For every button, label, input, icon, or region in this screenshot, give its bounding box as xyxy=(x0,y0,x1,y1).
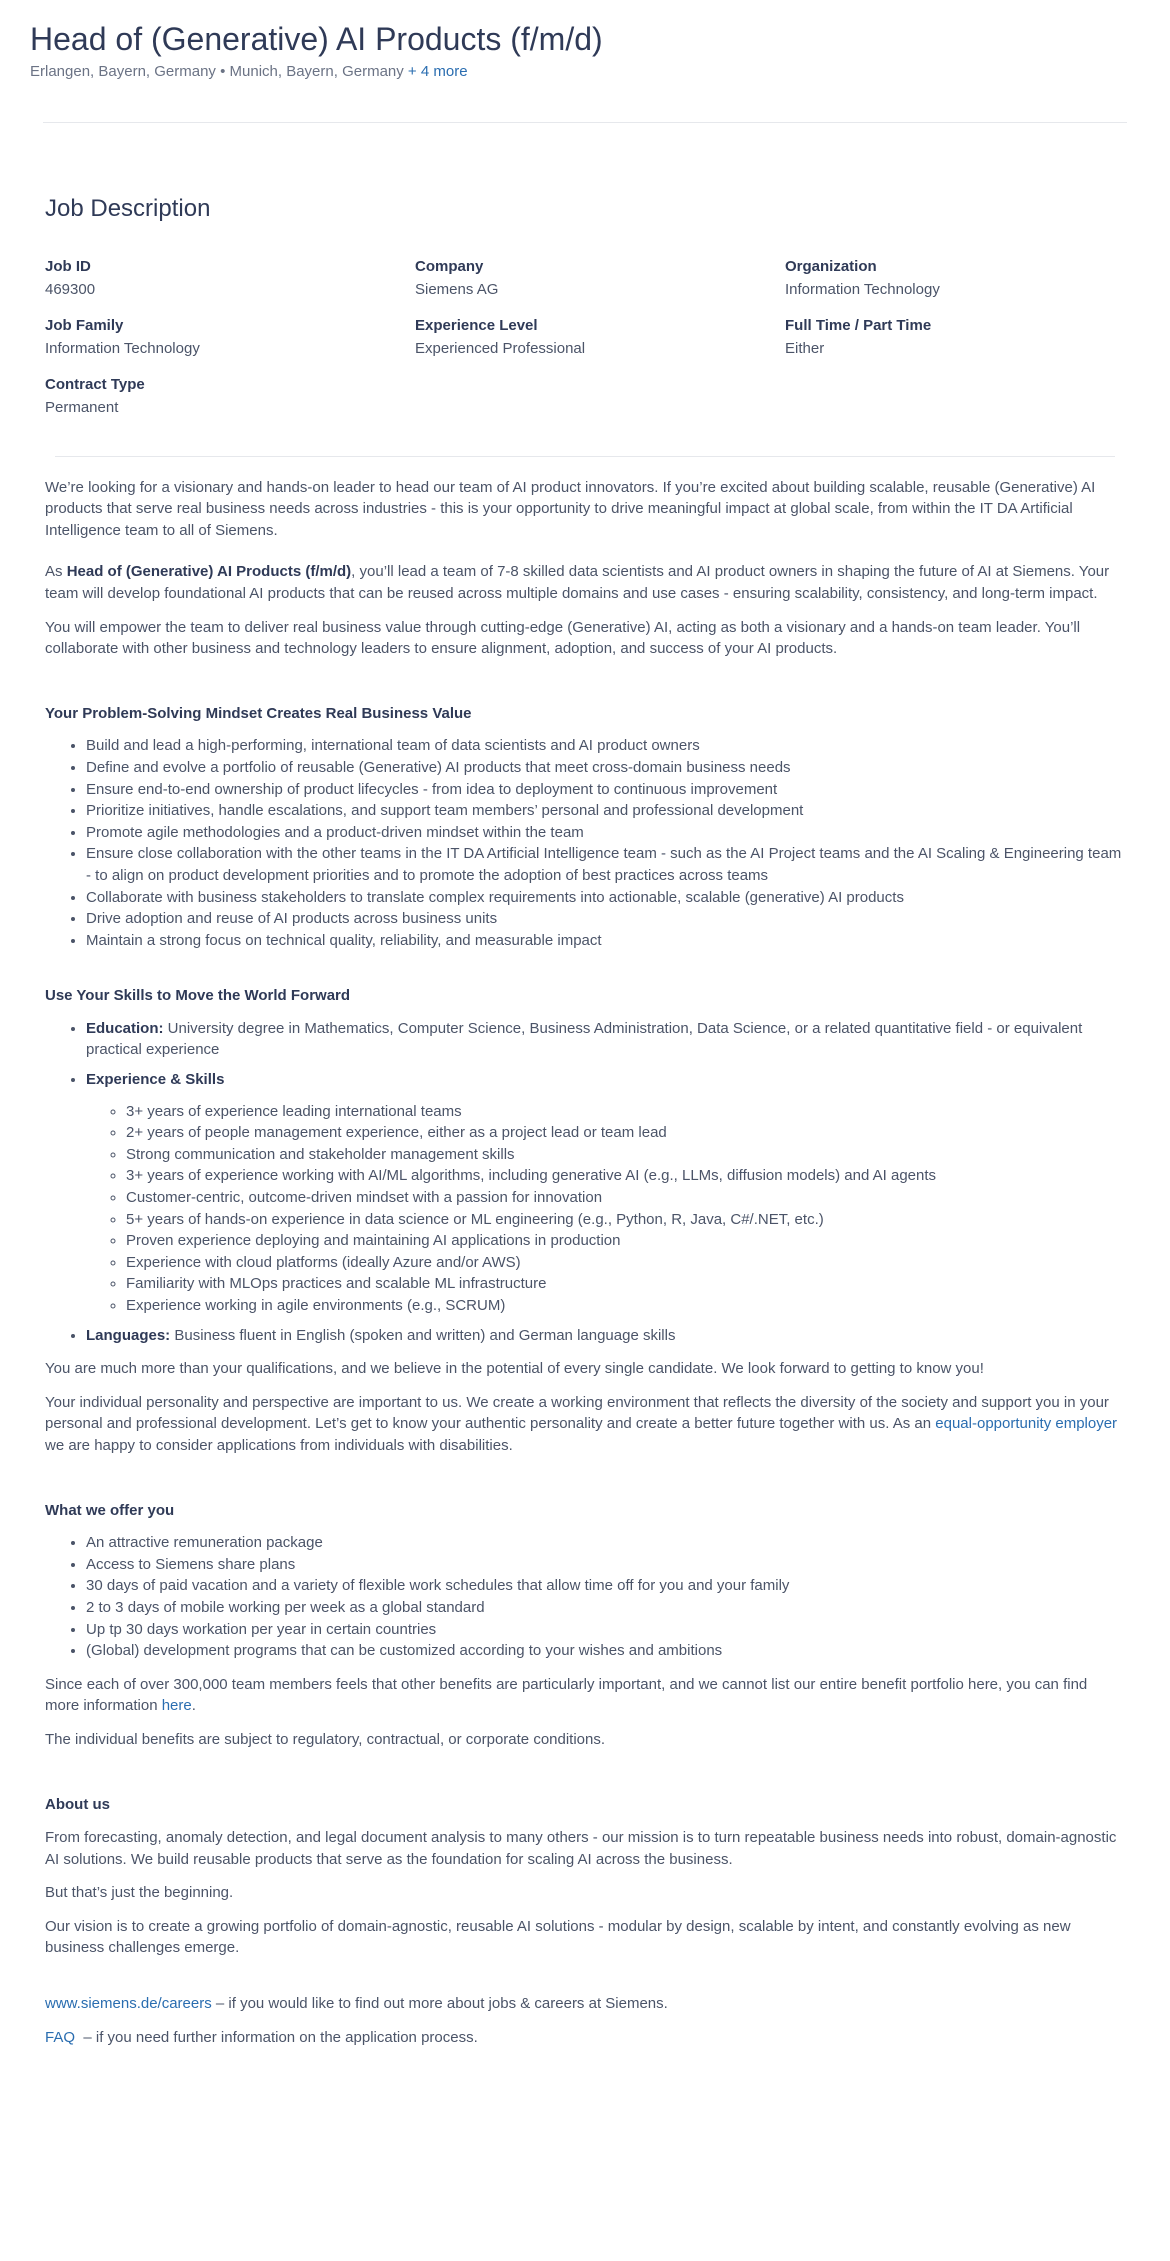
locations-text: Erlangen, Bayern, Germany • Munich, Bayern, Germany xyxy=(30,63,404,80)
meta-label: Contract Type xyxy=(45,375,145,393)
intro-paragraph: We’re looking for a visionary and hands-on leader to head our team of AI product innovators. If you’re excited about building scalable, reusable (Generative) AI products that serve real business needs across industries - this is your opportunity to drive meaningful impact at global scale, from within the IT DA Artificial Intelligence team to all of Siemens. xyxy=(45,478,1096,539)
empower-paragraph: You will empower the team to deliver real business value through cutting-edge (Generative) AI, acting as both a visionary and a hands-on team leader. You’ll collaborate with other business and technology leaders to ensure alignment, adoption, and success of your AI products. xyxy=(45,618,1081,658)
header-divider xyxy=(43,122,1127,123)
meta-contract-type xyxy=(45,374,415,420)
list-item: ◦ 3+ years of experience working with AI/ML algorithms, including generative AI (e.g., LLMs, diffusion models) and AI agents xyxy=(126,1165,1125,1187)
list-item: • Ensure end-to-end ownership of product lifecycles - from idea to deployment to continuous improvement xyxy=(86,779,1125,801)
meta-label: Experience Level xyxy=(415,316,538,334)
meta-value: Either xyxy=(785,339,825,357)
list-item: • Prioritize initiatives, handle escalations, and support team members’ personal and professional development xyxy=(86,800,1125,822)
role-paragraph xyxy=(45,561,1125,604)
list-item: ◦ Customer-centric, outcome-driven mindset with a passion for innovation xyxy=(126,1187,1125,1209)
qualifications-paragraph: You are much more than your qualifications, and we believe in the potential of every single candidate. We look forward to getting to know you! xyxy=(45,1360,984,1378)
description-divider xyxy=(55,456,1115,457)
meta-job-id xyxy=(45,256,415,302)
list-item: • Up tp 30 days workation per year in certain countries xyxy=(86,1619,1125,1641)
list-item: • 2 to 3 days of mobile working per week as a global standard xyxy=(86,1597,1125,1619)
benefits-here-link[interactable]: here xyxy=(161,1697,192,1715)
list-item: ◦ Proven experience deploying and maintaining AI applications in production xyxy=(126,1230,1125,1252)
experience-item xyxy=(86,1069,1125,1317)
list-item: ◦ 5+ years of hands-on experience in data science or ML engineering (e.g., Python, R, Java, C#/.NET, etc.) xyxy=(126,1209,1125,1231)
about-heading: About us xyxy=(45,1795,110,1813)
job-body xyxy=(0,477,1170,2049)
list-item: • Access to Siemens share plans xyxy=(86,1554,1125,1576)
faq-line xyxy=(45,2027,1125,2049)
list-item: • Define and evolve a portfolio of reusable (Generative) AI products that meet cross-domain business needs xyxy=(86,757,1125,779)
experience-sublist xyxy=(86,1101,1125,1317)
meta-value: Siemens AG xyxy=(415,280,499,298)
offer-list xyxy=(45,1532,1125,1662)
meta-value: Experienced Professional xyxy=(415,339,586,357)
list-item: ◦ Experience with cloud platforms (ideally Azure and/or AWS) xyxy=(126,1252,1125,1274)
languages-label: Languages: xyxy=(86,1326,171,1344)
role-text-after: , you’ll lead a team of 7-8 skilled data scientists and AI product owners in shaping the future of AI at Siemens. Your team will develop foundational AI products that can be reused across multiple domains and use cases - ensuring scalability, consistency, and long-term impact. xyxy=(45,563,1110,602)
job-locations xyxy=(30,61,1140,83)
meta-label: Job ID xyxy=(45,257,91,275)
role-title-strong: Head of (Generative) AI Products (f/m/d) xyxy=(66,563,352,581)
meta-experience-level xyxy=(415,315,785,361)
experience-label: Experience & Skills xyxy=(86,1071,225,1089)
careers-text: – if you would like to find out more about jobs & careers at Siemens. xyxy=(211,1995,668,2013)
about-paragraph-3: Our vision is to create a growing portfolio of domain-agnostic, reusable AI solutions - modular by design, scalable by intent, and constantly evolving as new business challenges emerge. xyxy=(45,1917,1071,1957)
equal-opportunity-link[interactable]: equal-opportunity employer xyxy=(935,1415,1118,1433)
education-text: University degree in Mathematics, Computer Science, Business Administration, Data Science, or a related quantitative field - or equivalent practical experience xyxy=(86,1019,1083,1059)
job-description-title: Job Description xyxy=(45,194,211,222)
meta-value: Information Technology xyxy=(45,339,200,357)
meta-organization xyxy=(785,256,1155,302)
role-text-before: As xyxy=(45,563,67,581)
benefits-conditions-paragraph: The individual benefits are subject to regulatory, contractual, or corporate conditions. xyxy=(45,1730,606,1748)
list-item: ◦ 3+ years of experience leading international teams xyxy=(126,1101,1125,1123)
list-item: ◦ Strong communication and stakeholder management skills xyxy=(126,1144,1125,1166)
about-paragraph-1: From forecasting, anomaly detection, and legal document analysis to many others - our mission is to turn repeatable business needs into robust, domain-agnostic AI solutions. We build reusable products that serve as the foundation for scaling AI across the business. xyxy=(45,1829,1117,1868)
meta-label: Full Time / Part Time xyxy=(785,316,932,334)
job-title: Head of (Generative) AI Products (f/m/d) xyxy=(30,21,603,57)
list-item: • Collaborate with business stakeholders to translate complex requirements into actionable, scalable (generative) AI products xyxy=(86,887,1125,909)
meta-value: Information Technology xyxy=(785,280,940,298)
meta-value: 469300 xyxy=(45,280,96,298)
list-item: ◦ Experience working in agile environments (e.g., SCRUM) xyxy=(126,1295,1125,1317)
meta-label: Company xyxy=(415,257,484,275)
education-item xyxy=(86,1018,1125,1061)
list-item: • Ensure close collaboration with the other teams in the IT DA Artificial Intelligence team - such as the AI Project teams and the AI Scaling & Engineering team - to align on product development priorities and to promote the adoption of best practices across teams xyxy=(86,843,1125,886)
about-paragraph-2: But that’s just the beginning. xyxy=(45,1884,234,1902)
benefits-text-after: . xyxy=(191,1697,196,1715)
list-item: • Maintain a strong focus on technical quality, reliability, and measurable impact xyxy=(86,930,1125,952)
offer-heading: What we offer you xyxy=(45,1501,175,1519)
careers-link[interactable]: www.siemens.de/careers xyxy=(45,1995,212,2013)
diversity-paragraph xyxy=(45,1392,1125,1457)
job-content xyxy=(0,193,1170,420)
benefits-text-before: Since each of over 300,000 team members feels that other benefits are particularly important, and we cannot list our entire benefit portfolio here, you can find more information xyxy=(45,1675,1088,1715)
faq-text: – if you need further information on the application process. xyxy=(75,2028,478,2046)
problem-solving-heading: Your Problem-Solving Mindset Creates Real Business Value xyxy=(45,704,472,722)
list-item: • An attractive remuneration package xyxy=(86,1532,1125,1554)
list-item: ◦ Familiarity with MLOps practices and scalable ML infrastructure xyxy=(126,1273,1125,1295)
skills-list xyxy=(45,1018,1125,1346)
job-header xyxy=(0,0,1170,83)
list-item: • Drive adoption and reuse of AI products across business units xyxy=(86,908,1125,930)
meta-label: Organization xyxy=(785,257,877,275)
meta-value: Permanent xyxy=(45,398,119,416)
list-item: • 30 days of paid vacation and a variety of flexible work schedules that allow time off for you and your family xyxy=(86,1575,1125,1597)
languages-text: Business fluent in English (spoken and written) and German language skills xyxy=(170,1326,676,1344)
list-item: • (Global) development programs that can be customized according to your wishes and ambitions xyxy=(86,1640,1125,1662)
diversity-text-before: Your individual personality and perspective are important to us. We create a working environment that reflects the diversity of the society and support you in your personal and professional development. Let’s get to know your authentic personality and create a better future together with us. As an xyxy=(45,1393,1109,1433)
careers-line xyxy=(45,1993,1125,2015)
benefits-paragraph xyxy=(45,1674,1125,1717)
meta-job-family xyxy=(45,315,415,361)
diversity-text-after: we are happy to consider applications from individuals with disabilities. xyxy=(45,1436,513,1454)
problem-solving-list xyxy=(45,735,1125,951)
list-item: • Build and lead a high-performing, international team of data scientists and AI product owners xyxy=(86,735,1125,757)
more-locations-link[interactable]: + 4 more xyxy=(407,63,468,80)
list-item: • Promote agile methodologies and a product-driven mindset within the team xyxy=(86,822,1125,844)
skills-heading: Use Your Skills to Move the World Forward xyxy=(45,987,351,1005)
languages-item xyxy=(86,1325,1125,1347)
faq-link[interactable]: FAQ xyxy=(45,2028,76,2046)
list-item: ◦ 2+ years of people management experience, either as a project lead or team lead xyxy=(126,1122,1125,1144)
meta-time-type xyxy=(785,315,1155,361)
education-label: Education: xyxy=(86,1019,164,1037)
meta-company xyxy=(415,256,785,302)
meta-label: Job Family xyxy=(45,316,124,334)
job-meta-grid xyxy=(45,256,1125,420)
